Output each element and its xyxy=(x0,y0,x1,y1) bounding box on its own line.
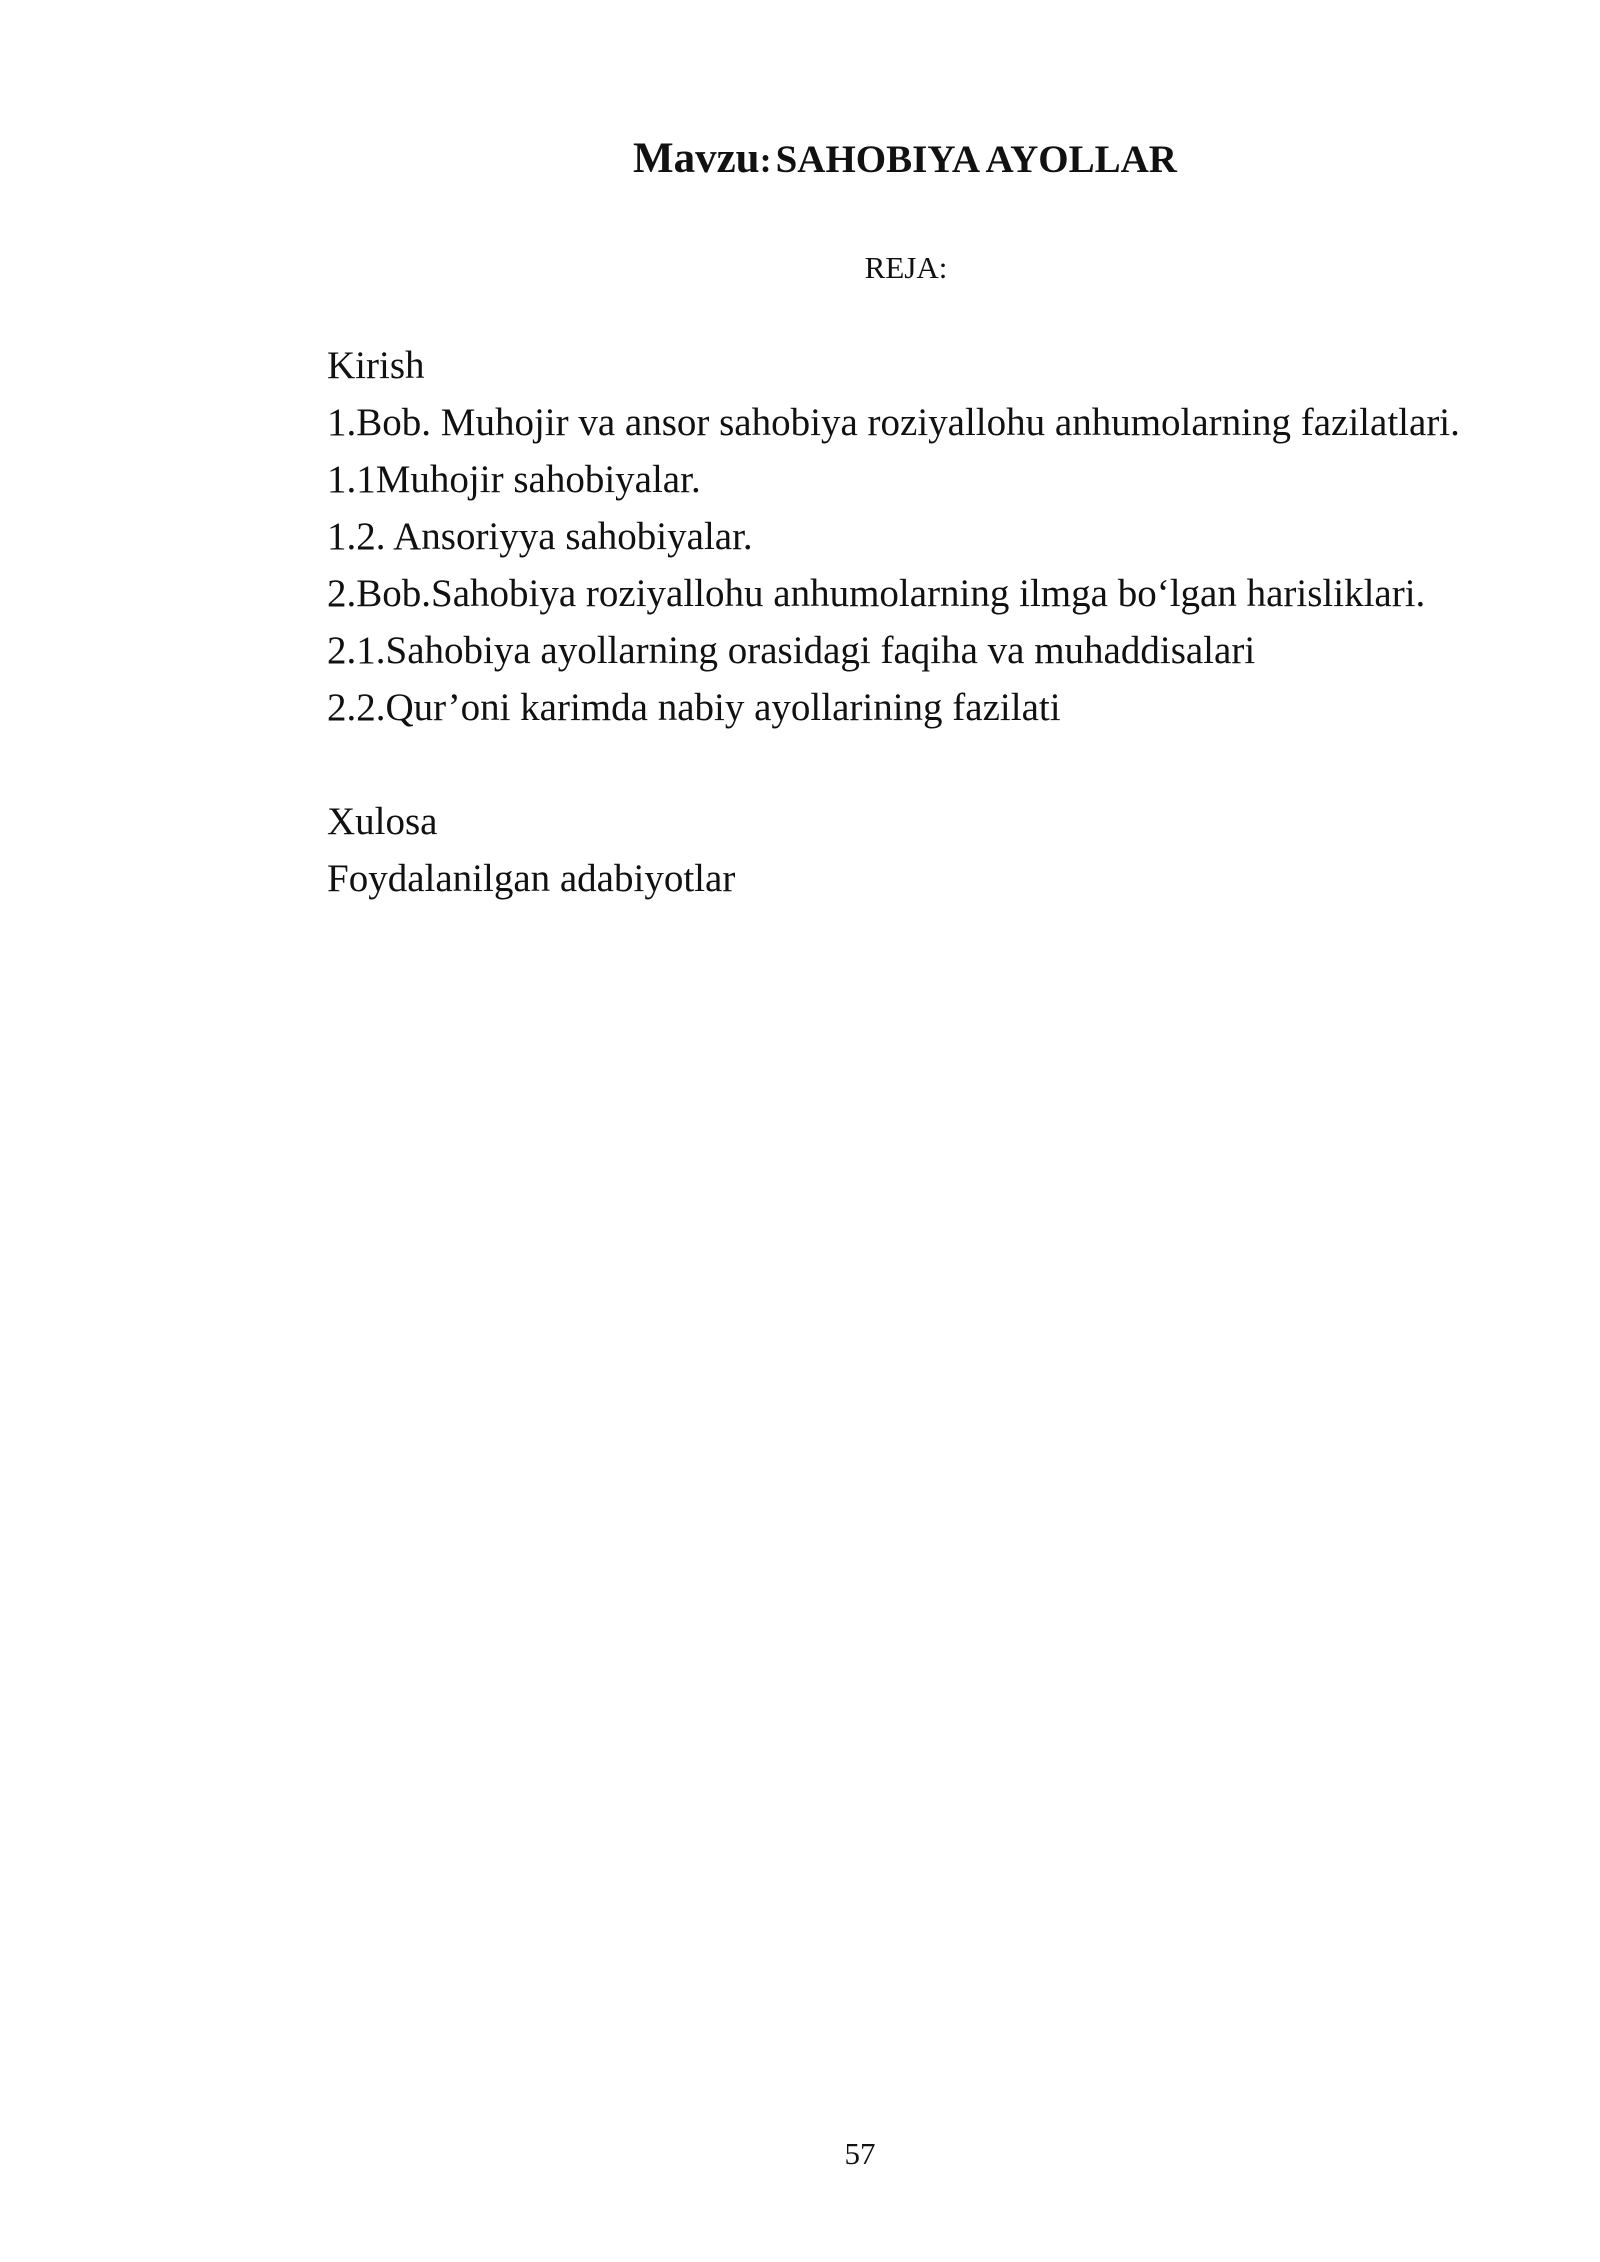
plan-list xyxy=(230,337,1493,907)
title-colon: : xyxy=(759,140,772,180)
plan-heading: REJA: xyxy=(864,250,948,285)
page-number: 57 xyxy=(844,2136,876,2171)
plan-item-section-2-2: 2.2.Qur’oni karimda nabiy ayollarining fazilati xyxy=(327,686,1061,729)
title-prefix: Mavzu xyxy=(633,135,760,182)
plan-item-section-2-1: 2.1.Sahobiya ayollarning orasidagi faqiha va muhaddisalari xyxy=(327,629,1256,672)
plan-item-introduction: Kirish xyxy=(327,344,425,387)
plan-item-conclusion: Xulosa xyxy=(327,800,438,843)
plan-item-chapter-2: 2.Bob.Sahobiya roziyallohu anhumolarning ilmga bo‘lgan harisliklari. xyxy=(327,572,1426,615)
plan-item-references: Foydalanilgan adabiyotlar xyxy=(327,857,736,900)
plan-spacer xyxy=(230,736,1493,793)
page-title xyxy=(0,134,1600,183)
plan-item-chapter-1: 1.Bob. Muhojir va ansor sahobiya roziyallohu anhumolarning fazilatlari. xyxy=(327,401,1460,444)
plan-item-section-1-1: 1.1Muhojir sahobiyalar. xyxy=(327,458,701,501)
plan-item-section-1-2: 1.2. Ansoriyya sahobiyalar. xyxy=(327,515,753,558)
title-main: SAHOBIYA AYOLLAR xyxy=(775,138,1177,181)
